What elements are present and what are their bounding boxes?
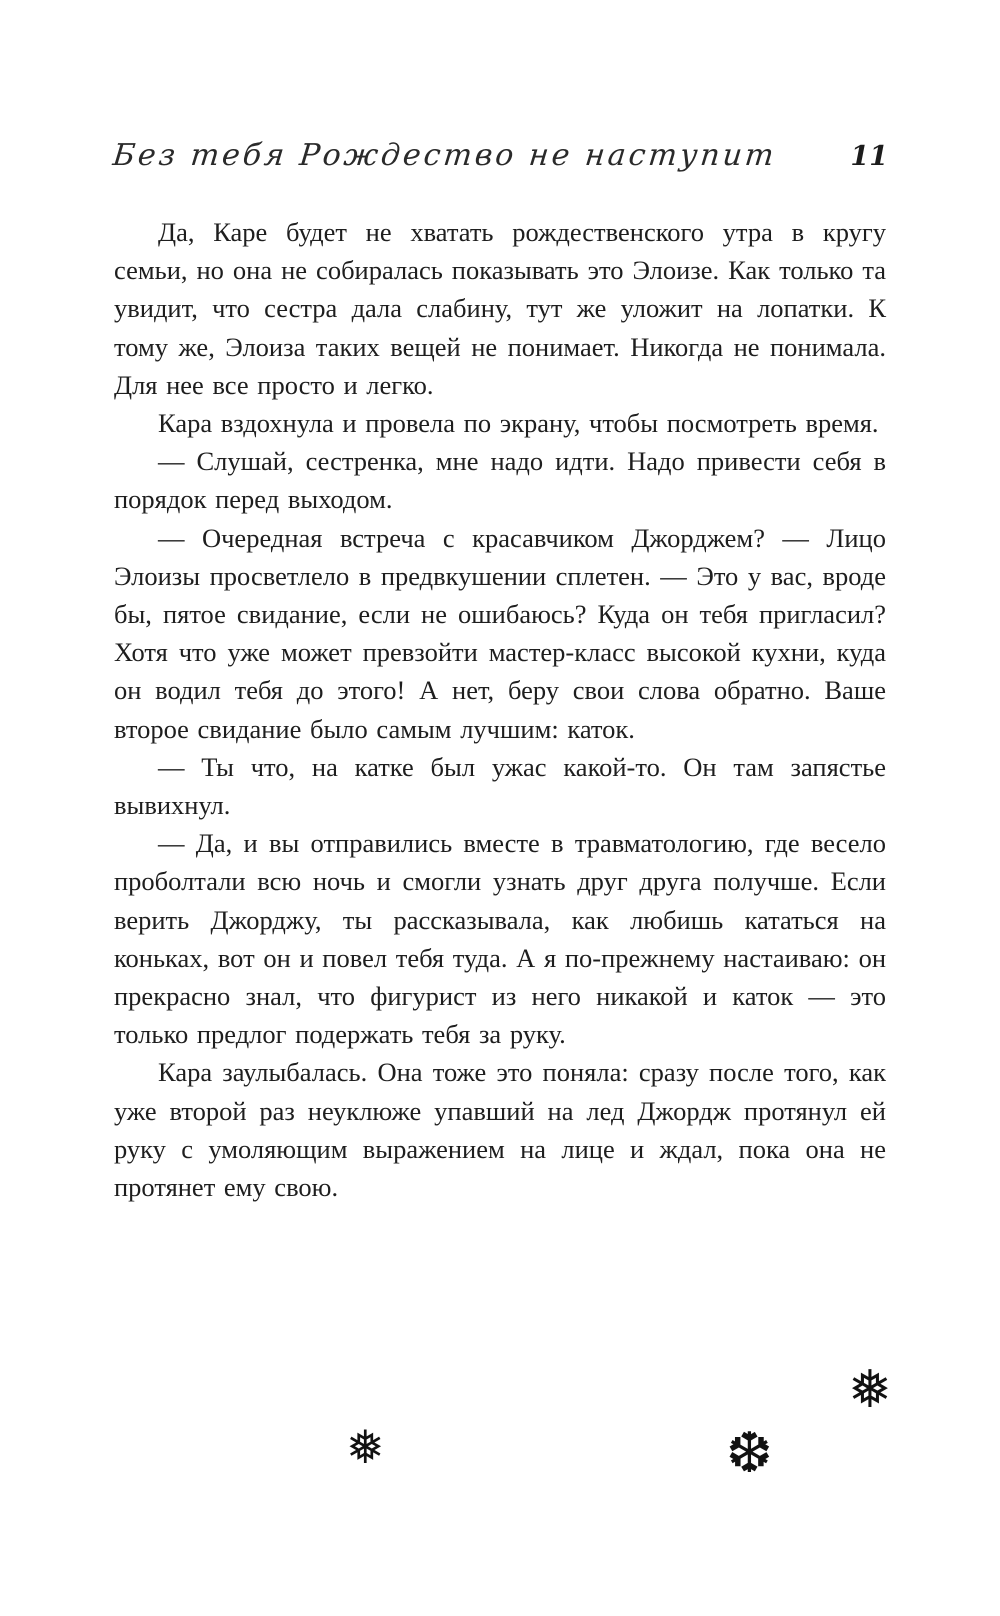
- paragraph: — Очередная встреча с красавчиком Джорджем? — Лицо Элоизы просветлело в предвкушении сплетен. — Это у вас, вроде бы, пятое свидание, если не ошибаюсь? Куда он тебя пригласил? Хотя что уже может превзойти мастер-класс высокой кухни, куда он водил тебя до этого! А нет, беру свои слова обратно. Ваше второе свидание было самым лучшим: каток.: [114, 522, 886, 744]
- paragraph: Кара вздохнула и провела по экрану, чтобы посмотреть время.: [158, 408, 879, 439]
- snowflake-icon: ❆: [726, 1421, 773, 1486]
- body-text: [114, 213, 886, 1206]
- snowflake-icon: ❅: [346, 1420, 385, 1474]
- running-title: Без тебя Рождество не наступит: [111, 138, 779, 173]
- running-header: [113, 138, 888, 173]
- paragraph: — Ты что, на катке был ужас какой-то. Он там запястье вывихнул.: [114, 751, 886, 821]
- paragraph: — Слушай, сестренка, мне надо идти. Надо привести себя в порядок перед выходом.: [114, 446, 886, 515]
- paragraph: Да, Каре будет не хватать рождественского утра в кругу семьи, но она не собиралась показывать это Элоизе. Как только та увидит, что сестра дала слабину, тут же уложит на лопатки. К тому же, Элоиза таких вещей не понимает. Никогда не понимала. Для нее все просто и легко.: [114, 217, 886, 400]
- snowflake-icon: ❅: [848, 1360, 892, 1420]
- paragraph: — Да, и вы отправились вместе в травматологию, где весело проболтали всю ночь и смогли узнать друг друга получше. Если верить Джорджу, ты рассказывала, как любишь кататься на коньках, вот он и повел тебя туда. А я по-прежнему настаиваю: он прекрасно знал, что фигурист из него никакой и каток — это только предлог подержать тебя за руку.: [114, 828, 886, 1050]
- paragraph: Кара заулыбалась. Она тоже это поняла: сразу после того, как уже второй раз неуклюже упавший на лед Джордж протянул ей руку с умоляющим выражением на лице и ждал, пока она не протянет ему свою.: [114, 1057, 886, 1203]
- page-number: 11: [850, 141, 888, 172]
